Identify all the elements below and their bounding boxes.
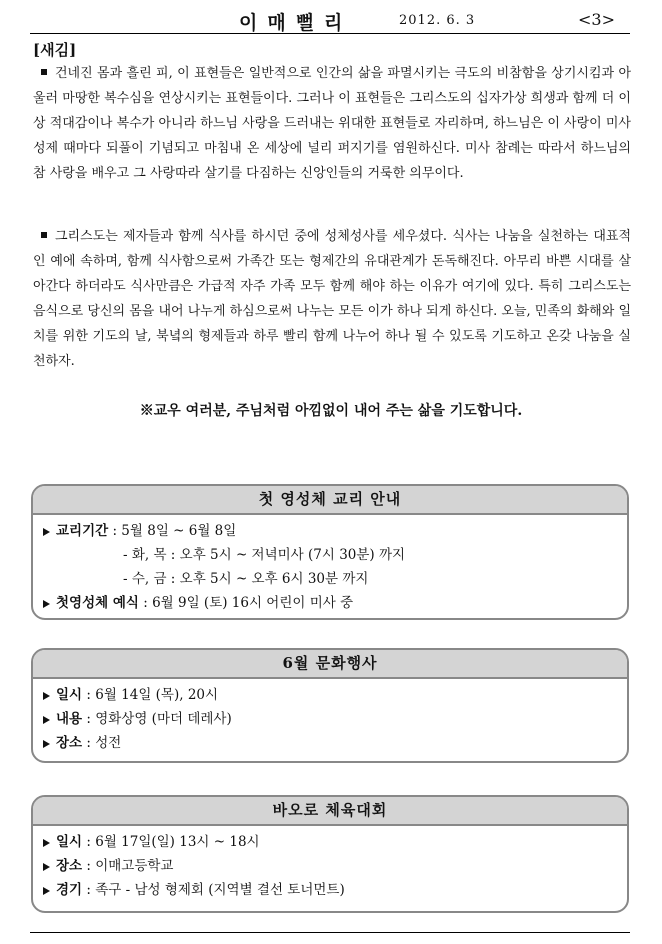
culture-event-box — [31, 648, 629, 763]
triangle-bullet-icon — [43, 839, 50, 847]
info-key: 첫영성체 예식 — [56, 595, 139, 611]
info-row — [43, 731, 627, 755]
info-value: : 영화상영 (마더 데레사) — [86, 711, 232, 727]
info-key: 교리기간 — [56, 523, 109, 539]
info-value: : 성전 — [86, 735, 122, 751]
prayer-line: ※교우 여러분, 주님처럼 아낌없이 내어 주는 삶을 기도합니다. — [139, 403, 523, 419]
box-title: 6월 문화행사 — [33, 650, 627, 679]
info-key: 장소 — [56, 735, 83, 751]
info-row — [43, 591, 627, 615]
header-divider — [30, 33, 630, 34]
triangle-bullet-icon — [43, 863, 50, 871]
info-value: : 6월 14일 (목), 20시 — [86, 687, 219, 703]
info-row — [43, 830, 627, 854]
bulletin-date: 2012. 6. 3 — [399, 13, 476, 28]
square-bullet-icon — [41, 69, 47, 75]
info-value: : 5월 8일 ~ 6월 8일 — [112, 523, 237, 539]
info-row — [43, 519, 627, 543]
triangle-bullet-icon — [43, 740, 50, 748]
info-key: 일시 — [56, 834, 83, 850]
triangle-bullet-icon — [43, 887, 50, 895]
footer-divider — [30, 932, 630, 933]
square-bullet-icon — [41, 232, 47, 238]
reflection-paragraph-2 — [33, 224, 631, 374]
info-row — [43, 854, 627, 878]
info-value: : 이매고등학교 — [86, 858, 174, 874]
info-key: 내용 — [56, 711, 83, 727]
reflection-paragraph-1 — [33, 61, 631, 186]
paragraph-text: 건네진 몸과 흘린 피, 이 표현들은 일반적으로 인간의 삶을 파멸시키는 극도의 비참함을 상기시킴과 아울러 마땅한 복수심을 연상시키는 표현들이다. 그러나 이 표현들은 그리스도의 십자가상 희생과 함께 더 이상 적대감이나 복수가 아니라 하느님 사랑을 드러내는 위대한 표현들로 자리하며, 하느님은 이 사랑이 미사성제 때마다 되풀이 기념되고 마침내 온 세상에 널리 퍼지기를 염원하신다. 미사 참례는 따라서 하느님의 참 사랑을 배우고 그 사랑따라 살기를 다짐하는 신앙인들의 거룩한 의무이다. — [33, 66, 631, 181]
box-title: 첫 영성체 교리 안내 — [33, 486, 627, 515]
info-row — [43, 707, 627, 731]
info-key: 경기 — [56, 882, 83, 898]
schedule-row: - 수, 금 : 오후 5시 ~ 오후 6시 30분 까지 — [123, 571, 369, 587]
triangle-bullet-icon — [43, 692, 50, 700]
sports-day-box — [31, 795, 629, 913]
first-communion-box — [31, 484, 629, 620]
section-label: [새김] — [33, 41, 77, 59]
info-value: : 6월 17일(일) 13시 ~ 18시 — [86, 834, 260, 850]
triangle-bullet-icon — [43, 528, 50, 536]
schedule-row: - 화, 목 : 오후 5시 ~ 저녁미사 (7시 30분) 까지 — [123, 547, 406, 563]
triangle-bullet-icon — [43, 600, 50, 608]
page-number: <3> — [578, 10, 615, 29]
info-value: : 족구 - 남성 형제회 (지역별 결선 토너먼트) — [86, 882, 345, 898]
info-key: 장소 — [56, 858, 83, 874]
triangle-bullet-icon — [43, 716, 50, 724]
info-value: : 6월 9일 (토) 16시 어린이 미사 중 — [143, 595, 354, 611]
info-row — [43, 683, 627, 707]
bulletin-title: 이매뻘리 — [239, 12, 353, 34]
info-row — [43, 878, 627, 902]
box-title: 바오로 체육대회 — [33, 797, 627, 826]
paragraph-text: 그리스도는 제자들과 함께 식사를 하시던 중에 성체성사를 세우셨다. 식사는 나눔을 실천하는 대표적인 예에 속하며, 함께 식사함으로써 가족간 또는 형제간의 유대관계가 돈독해진다. 아무리 바쁜 시대를 살아간다 하더라도 식사만큼은 가급적 자주 가족 모두 함께 해야 하는 이유가 여기에 있다. 특히 그리스도는 음식으로 당신의 몸을 내어 나누게 하심으로써 나누는 모든 이가 하나 되게 하신다. 오늘, 민족의 화해와 일치를 위한 기도의 날, 북녘의 형제들과 하루 빨리 함께 나누어 하나 될 수 있도록 기도하고 온갖 나눔을 실천하자. — [33, 229, 631, 369]
info-key: 일시 — [56, 687, 83, 703]
page-header — [30, 8, 630, 34]
